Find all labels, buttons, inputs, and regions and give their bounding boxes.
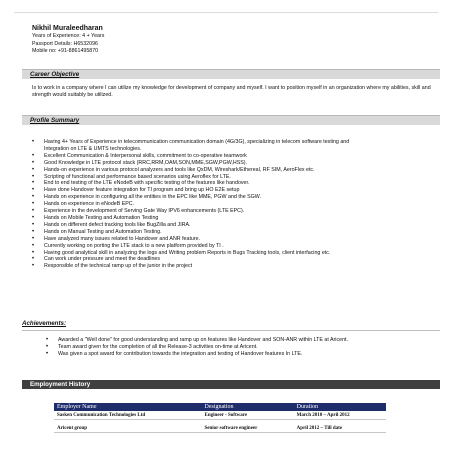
column-header: Employer Name [54, 403, 202, 411]
list-item: • Awarded a "Well done" for good understanding and ramp up on features like Handover and SON-ANR within LTE at Aricent. [40, 337, 380, 344]
list-item: • Good Knowledge in LTE protocol stack (RRC,RRM,OAM,SON,MME,SGW,PGW,HSS). [26, 160, 356, 167]
list-item: • Have done Handover feature integration for TI program and bring up HO E2E setup [26, 187, 356, 194]
list-item: • Hands-on experience in various protocol analyzers and tools like QxDM, Wireshark/Ethereal, RF SIM, AeroFlex etc. [26, 167, 356, 174]
passport-line: Passport Details: H6532096 [32, 40, 98, 47]
column-header: Designation [202, 403, 294, 411]
employer-cell: Sasken Communication Technologies Ltd [54, 411, 202, 420]
list-item: • Hands on Mobile Testing and Automation Testing [26, 215, 356, 222]
candidate-name: Nikhil Muraleedharan [32, 25, 103, 32]
achievements-list [40, 337, 380, 358]
list-item: • Excellent Communication & Interpersonal skills, commitment to co-operative teamwork [26, 153, 356, 160]
employment-heading: Employment History [30, 381, 91, 388]
list-item: • Experience in the development of Serving Gate Way IPV6 enhancements (LTE EPC). [26, 208, 356, 215]
designation-cell: Senior software engineer [202, 424, 294, 433]
list-item: • Hands on different defect tracking tools like BugZilla and JIRA. [26, 222, 356, 229]
top-border [14, 12, 438, 13]
list-item: • Hands on Manual Testing and Automation Testing. [26, 229, 356, 236]
career-objective-heading-bar [22, 69, 440, 79]
profile-summary-heading: Profile Summary [30, 117, 80, 124]
duration-cell: April 2012 – Till date [294, 424, 386, 433]
list-item: • Having 4+ Years of Experience in telecommunication communication domain (4G/3G), specializing in telecom software testing and Integration on LTE & UMTS technologies. [26, 139, 356, 153]
list-item: • Hands on experience in configuring all the entities in the EPC like MME, PGW and the SGW. [26, 194, 356, 201]
employment-heading-bar [22, 380, 440, 389]
list-item: • Currently working on porting the LTE stack to a new platform provided by TI . [26, 243, 356, 250]
list-item: • Scripting of functional and performance based scenarios using Aeroflex for LTE. [26, 174, 356, 181]
achievements-heading: Achievements: [22, 320, 67, 327]
career-objective-text: Is to work in a company where I can utilize my knowledge for development of company and myself. I want to position myself in an organization where my abilities, skill and strength would suitably be utilized. [32, 85, 431, 98]
mobile-line: Mobile no: +91-8861495870 [32, 48, 99, 54]
list-item: • Can work under pressure and meet the deadlines [26, 256, 356, 263]
experience-line: Years of Experience: 4 + Years [32, 33, 105, 39]
list-item: • Team award given for the completion of all the Release-3 activities on-time at Aricent. [40, 344, 380, 351]
profile-summary-heading-bar [22, 115, 440, 125]
table-row [54, 424, 386, 433]
list-item: • Hands on experience in eNodeB EPC. [26, 201, 356, 208]
column-header: Duration [294, 403, 386, 411]
designation-cell: Engineer - Software [202, 411, 294, 420]
table-row [54, 411, 386, 420]
table-header-row [54, 403, 386, 411]
employer-cell: Aricent group [54, 424, 202, 433]
profile-summary-list [26, 139, 356, 270]
list-item: • Having good analytical skill in analyzing the logs and Writing problem Reports in Bugs Tracking tools, client interfacing etc. [26, 250, 356, 257]
list-item: • End to end testing of the LTE eNodeB with specific testing of the features like handover. [26, 180, 356, 187]
achievements-rule [22, 330, 440, 331]
career-objective-heading: Career Objective [30, 71, 80, 78]
header [32, 24, 104, 56]
list-item: • Was given a spot award for contribution towards the integration and testing of Handover features In LTE. [40, 351, 380, 358]
employment-table [54, 403, 386, 433]
list-item: • Responsible of the technical ramp up of the junior in the project [26, 263, 356, 270]
duration-cell: March 2010 – April 2012 [294, 411, 386, 420]
list-item: • Have analyzed many issues related to Handover and ANR feature. [26, 236, 356, 243]
